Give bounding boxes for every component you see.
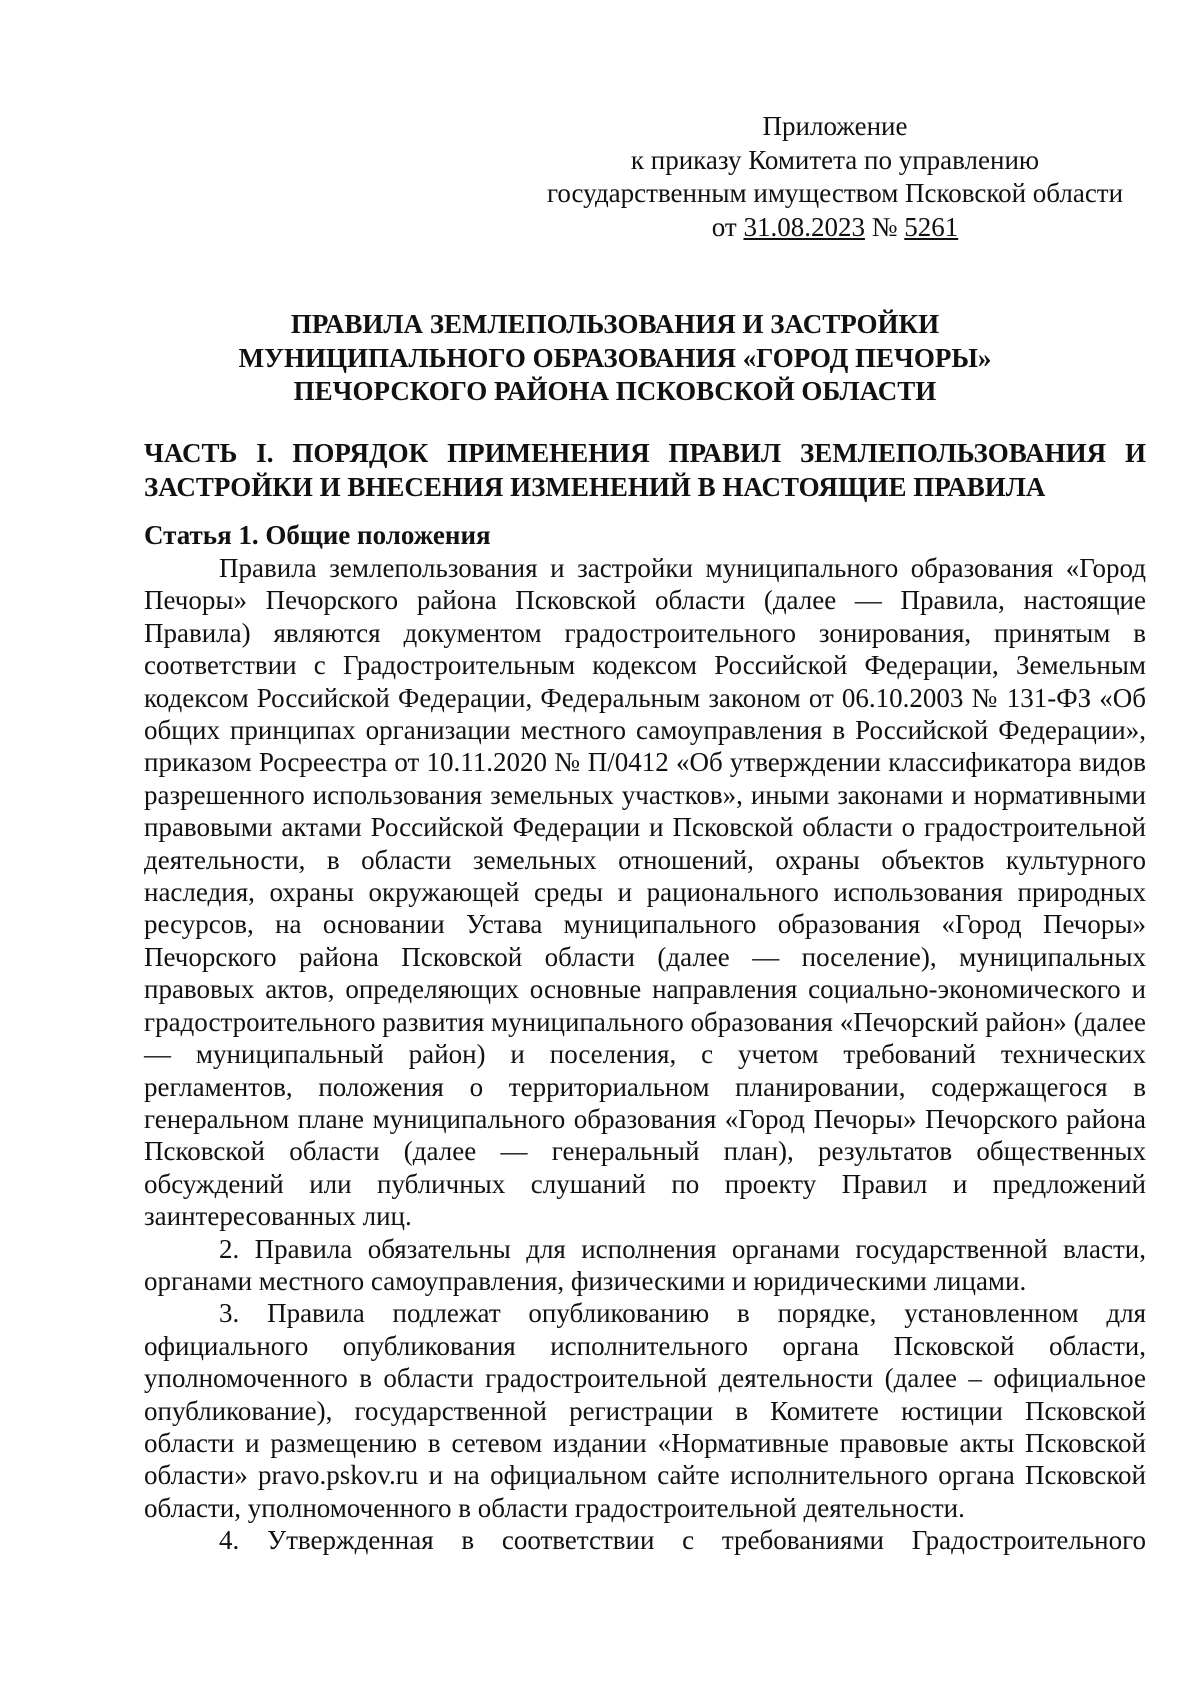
paragraph-4: 4. Утвержденная в соответствии с требованиями Градостроительного: [219, 1525, 1146, 1556]
part-heading: ЧАСТЬ I. ПОРЯДОК ПРИМЕНЕНИЯ ПРАВИЛ ЗЕМЛЕПОЛЬЗОВАНИЯ И ЗАСТРОЙКИ И ВНЕСЕНИЯ ИЗМЕНЕНИЙ В НАСТОЯЩИЕ ПРАВИЛА: [144, 438, 1146, 502]
article-heading: Статья 1. Общие положения: [144, 520, 491, 550]
order-date: 31.08.2023: [743, 211, 865, 242]
paragraph-1: Правила землепользования и застройки муниципального образования «Город Печоры» Печорского района Псковской области (далее — Правила, настоящие Правила) являются документом градостроительного зонирования, принятым в соответствии с Градостроительным кодексом Российской Федерации, Земельным кодексом Российской Федерации, Федеральным законом от 06.10.2003 № 131-ФЗ «Об общих принципах организации местного самоуправления в Российской Федерации», приказом Росреестра от 10.11.2020 № П/0412 «Об утверждении классификатора видов разрешенного использования земельных участков», иными законами и нормативными правовыми актами Российской Федерации и Псковской области о градостроительной деятельности, в области земельных отношений, охраны объектов культурного наследия, охраны окружающей среды и рационального использования природных ресурсов, на основании Устава муниципального образования «Город Печоры» Печорского района Псковской области (далее — поселение), муниципальных правовых актов, определяющих основные направления социально-экономического и градостроительного развития муниципального образования «Печорский район» (далее — муниципальный район) и поселения, с учетом требований технических регламентов, положения о территориальном планировании, содержащегося в генеральном плане муниципального образования «Город Печоры» Печорского района Псковской области (далее — генеральный план), результатов общественных обсуждений или публичных слушаний по проекту Правил и предложений заинтересованных лиц.: [144, 553, 1146, 1232]
order-number: 5261: [904, 211, 959, 242]
appendix-order-reference: к приказу Комитета по управлению: [630, 144, 1040, 175]
appendix-block: [520, 110, 1150, 244]
title-line-2: МУНИЦИПАЛЬНОГО ОБРАЗОВАНИЯ «ГОРОД ПЕЧОРЫ»: [238, 342, 992, 373]
title-line-3: ПЕЧОРСКОГО РАЙОНА ПСКОВСКОЙ ОБЛАСТИ: [293, 376, 937, 406]
article-body: [144, 552, 1146, 1557]
appendix-label: Приложение: [762, 111, 908, 141]
appendix-committee: государственным имуществом Псковской области: [546, 178, 1124, 208]
number-prefix: №: [864, 211, 905, 242]
paragraph-3: 3. Правила подлежат опубликованию в порядке, установленном для официального опубликования исполнительного органа Псковской области, уполномоченного в области градостроительной деятельности (далее – официальное опубликование), государственной регистрации в Комитете юстиции Псковской области и размещению в сетевом издании «Нормативные правовые акты Псковской области» pravo.pskov.ru и на официальном сайте исполнительного органа Псковской области, уполномоченного в области градостроительной деятельности.: [144, 1298, 1146, 1523]
title-line-1: ПРАВИЛА ЗЕМЛЕПОЛЬЗОВАНИЯ И ЗАСТРОЙКИ: [290, 309, 940, 339]
appendix-date-number: [520, 211, 1150, 245]
paragraph-2: 2. Правила обязательны для исполнения органами государственной власти, органами местного самоуправления, физическими и юридическими лицами.: [144, 1233, 1146, 1296]
date-prefix: от: [711, 211, 744, 242]
document-title: [140, 308, 1090, 409]
